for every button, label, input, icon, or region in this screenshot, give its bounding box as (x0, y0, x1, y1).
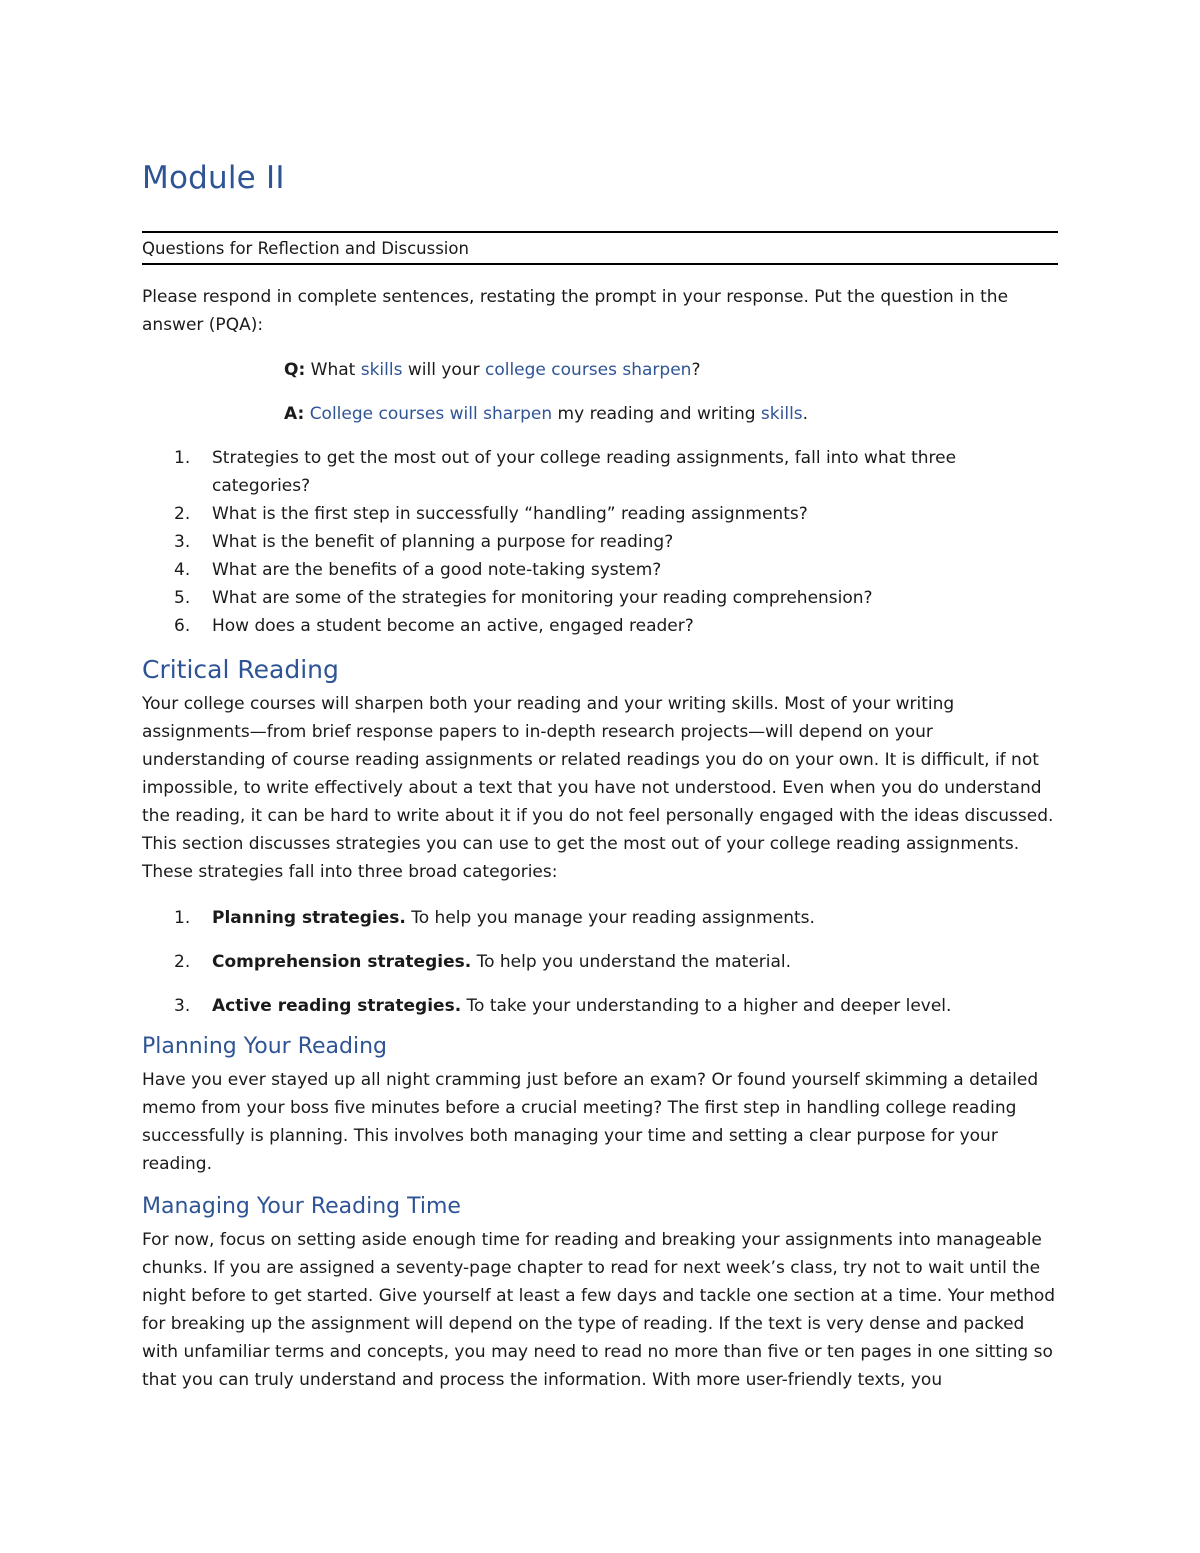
q-skills: skills (360, 360, 403, 380)
managing-paragraph: For now, focus on setting aside enough time for reading and breaking your assignments into manageable chunks. If you are assigned a seventy-page chapter to read for next week’s class, try not to wait until the night before to get started. Give yourself at least a few days and tackle one section at a time. Your method for breaking up the assignment will depend on the type of reading. If the text is very dense and packed with unfamiliar terms and concepts, you may need to read no more than five or ten pages in one sitting so that you can truly understand and process the information. With more user-friendly texts, you (142, 1230, 1056, 1390)
discussion-questions-list (142, 444, 1042, 640)
bottom-rule (142, 263, 1058, 265)
q-label: Q: (284, 360, 306, 380)
a-skills: skills (760, 404, 803, 424)
a-part: my reading and writing (552, 404, 761, 424)
q-part2: will your (402, 360, 485, 380)
planning-heading: Planning Your Reading (142, 1034, 388, 1059)
list-item: 1. Strategies to get the most out of your college reading assignments, fall into what three categories? (174, 448, 957, 496)
q-part1: What (305, 360, 361, 380)
list-item: 3. What is the benefit of planning a purpose for reading? (174, 532, 674, 552)
example-answer (284, 400, 808, 428)
critical-reading-paragraph: Your college courses will sharpen both your reading and your writing skills. Most of your writing assignments—from brief response papers to in-depth research projects—will depend on your understanding of course reading assignments or related readings you do on your own. It is difficult, if not impossible, to write effectively about a text that you have not understood. Even when you do understand the reading, it can be hard to write about it if you do not feel personally engaged with the ideas discussed. This section discusses strategies you can use to get the most out of your college reading assignments. These strategies fall into three broad categories: (142, 694, 1054, 882)
q-end: ? (691, 360, 701, 380)
list-item: 2. What is the first step in successfully “handling” reading assignments? (174, 504, 808, 524)
planning-paragraph: Have you ever stayed up all night cramming just before an exam? Or found yourself skimming a detailed memo from your boss five minutes before a crucial meeting? The first step in handling college reading successfully is planning. This involves both managing your time and setting a clear purpose for your reading. (142, 1070, 1039, 1174)
example-question (284, 356, 700, 384)
list-item: 5. What are some of the strategies for monitoring your reading comprehension? (174, 588, 873, 608)
critical-reading-heading: Critical Reading (142, 655, 339, 684)
instructions-paragraph: Please respond in complete sentences, restating the prompt in your response. Put the question in the answer (PQA): (142, 287, 1009, 335)
a-label: A: (284, 404, 305, 424)
list-item: 2. Comprehension strategies. To help you understand the material. (174, 952, 792, 972)
list-item: 1. Planning strategies. To help you manage your reading assignments. (174, 908, 815, 928)
list-item: 4. What are the benefits of a good note-taking system? (174, 560, 662, 580)
strategies-list (142, 904, 1042, 1036)
page-title: Module II (142, 160, 285, 196)
q-courses: college courses sharpen (484, 360, 692, 380)
section-subtitle: Questions for Reflection and Discussion (142, 239, 469, 258)
a-courses: College courses will sharpen (309, 404, 553, 424)
list-item: 6. How does a student become an active, engaged reader? (174, 616, 694, 636)
managing-heading: Managing Your Reading Time (142, 1194, 461, 1219)
top-rule (142, 231, 1058, 233)
a-end: . (802, 404, 809, 424)
list-item: 3. Active reading strategies. To take your understanding to a higher and deeper level. (174, 996, 952, 1016)
